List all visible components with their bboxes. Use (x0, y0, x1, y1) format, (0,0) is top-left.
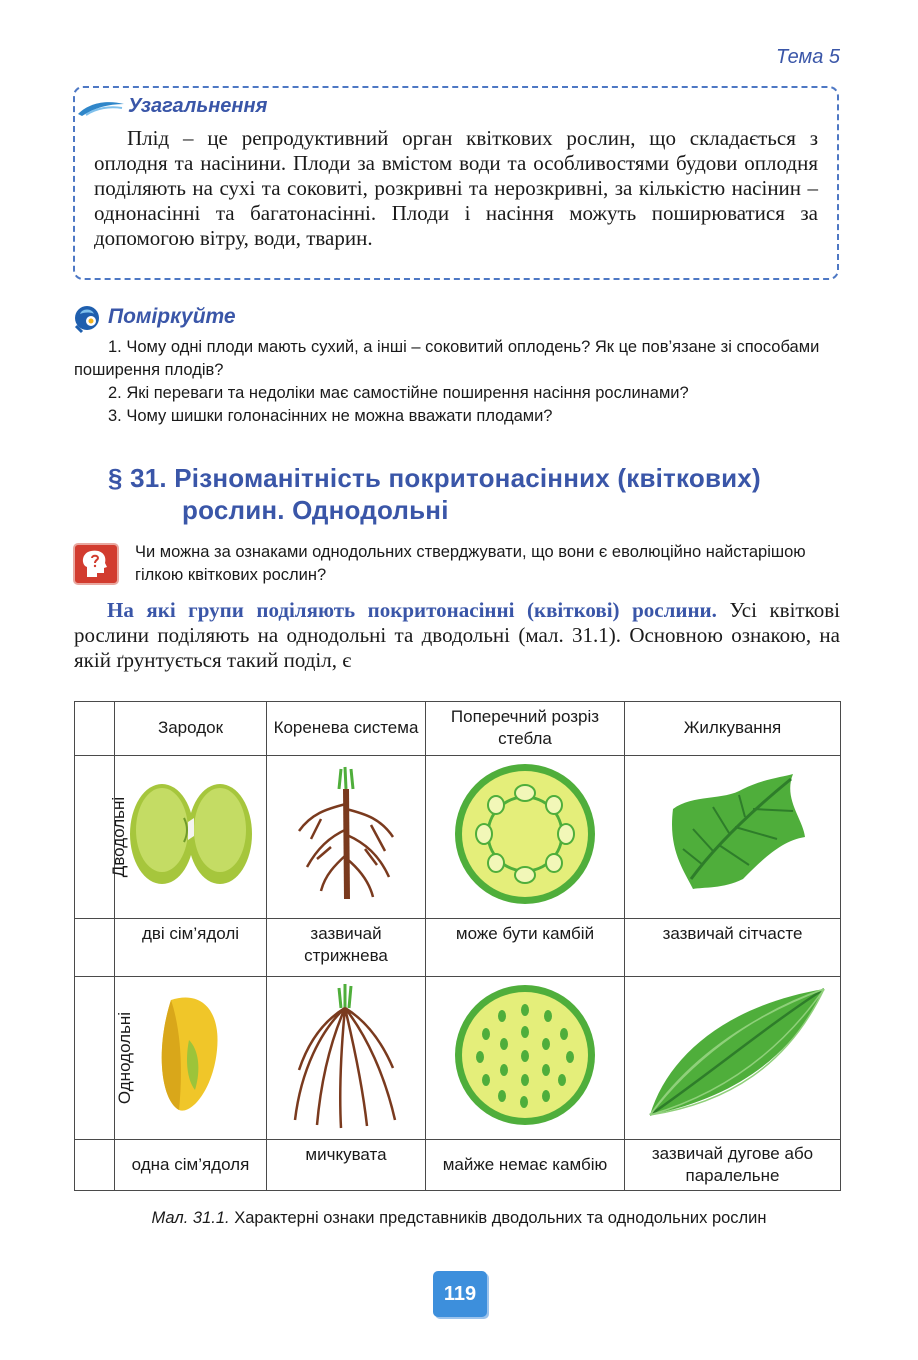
head-question-icon (73, 543, 119, 585)
figure-caption (100, 1207, 818, 1230)
dicot-root-trait: зазвичай стрижнева (267, 918, 426, 977)
figure-mark: Мал. 31.1. (151, 1209, 230, 1227)
dicot-embryo-trait: дві сім’ядолі (115, 918, 267, 977)
section-title (108, 462, 761, 526)
monocot-leaf-image (625, 977, 841, 1140)
monocot-label: Однодольні (115, 1012, 135, 1105)
table-header-row (75, 702, 841, 756)
header-stem-section: Поперечний розріз стебла (426, 702, 625, 756)
swoosh-icon (76, 96, 126, 118)
topic-label: Тема 5 (776, 46, 840, 68)
page-number: 119 (433, 1271, 487, 1317)
figure-caption-text: Характерні ознаки представників дводольних та однодольних рослин (234, 1209, 767, 1227)
empty-cell (75, 918, 115, 977)
dicot-trait-row (75, 918, 841, 977)
monocot-stem-image (426, 977, 625, 1140)
dicot-stem-trait: може бути камбій (426, 918, 625, 977)
summary-text: Плід – це репродуктивний орган квіткових рослин, що складається з оплодня та насінини. Плоди за вмістом води та особливостями будови оплодня поділяють на сухі та соковиті, розкривні та нерозкривні, за кількістю насінин – однонасінні та багатонасінні. Плоди і насіння можуть поширюватися за допомогою вітру, води, тварин. (94, 126, 818, 250)
body-paragraph (74, 598, 840, 673)
monocot-root-trait: мичкувата (267, 1140, 426, 1191)
question-item: 3. Чому шишки голонасінних не можна вважати плодами? (108, 407, 553, 425)
thinking-head-icon (72, 304, 102, 334)
question-item: 1. Чому одні плоди мають сухий, а інші – соковитий оплодень? Як це пов’язане зі способами поширення плодів? (74, 338, 820, 379)
table-corner-cell (75, 702, 115, 756)
empty-cell (75, 1140, 115, 1191)
monocot-trait-row (75, 1140, 841, 1191)
monocot-root-image (267, 977, 426, 1140)
lead-question: На які групи поділяють покритонасінні (квіткові) рослини. (107, 598, 717, 622)
monocot-venation-trait: зазвичай дугове або паралельне (625, 1140, 841, 1191)
dicot-leaf-image (625, 755, 841, 918)
monocot-image-row (75, 977, 841, 1140)
think-questions (74, 336, 842, 428)
section-title-line2: рослин. Однодольні (182, 495, 449, 525)
question-item: 2. Які переваги та недоліки має самостійне поширення насіння рослинами? (108, 384, 689, 402)
intro-question: Чи можна за ознаками однодольних стверджувати, що вони є еволюційно найстарішою гілкою квіткових рослин? (135, 543, 806, 584)
dicot-venation-trait: зазвичай сітчасте (625, 918, 841, 977)
header-venation: Жилкування (625, 702, 841, 756)
monocot-label-cell (75, 977, 135, 1140)
section-title-line1: § 31. Різноманітність покритонасінних (квіткових) (108, 463, 761, 493)
summary-title: Узагальнення (128, 95, 268, 117)
header-embryo: Зародок (115, 702, 267, 756)
comparison-table (74, 701, 841, 1191)
header-root-system: Коренева система (267, 702, 426, 756)
monocot-embryo-image (115, 977, 267, 1140)
body-text: Усі квіткові рослини поділяють на однодольні та дводольні (мал. 31.1). Основною ознакою, на якій ґрунтується такий поділ, є (74, 598, 840, 672)
dicot-root-image (267, 755, 426, 918)
monocot-embryo-trait: одна сім’ядоля (115, 1140, 267, 1191)
dicot-label: Дводольні (109, 796, 129, 877)
dicot-label-cell (75, 755, 129, 918)
dicot-image-row (75, 755, 841, 918)
dicot-embryo-image (115, 755, 267, 918)
monocot-stem-trait: майже немає камбію (426, 1140, 625, 1191)
dicot-stem-image (426, 755, 625, 918)
think-title: Поміркуйте (108, 305, 236, 328)
